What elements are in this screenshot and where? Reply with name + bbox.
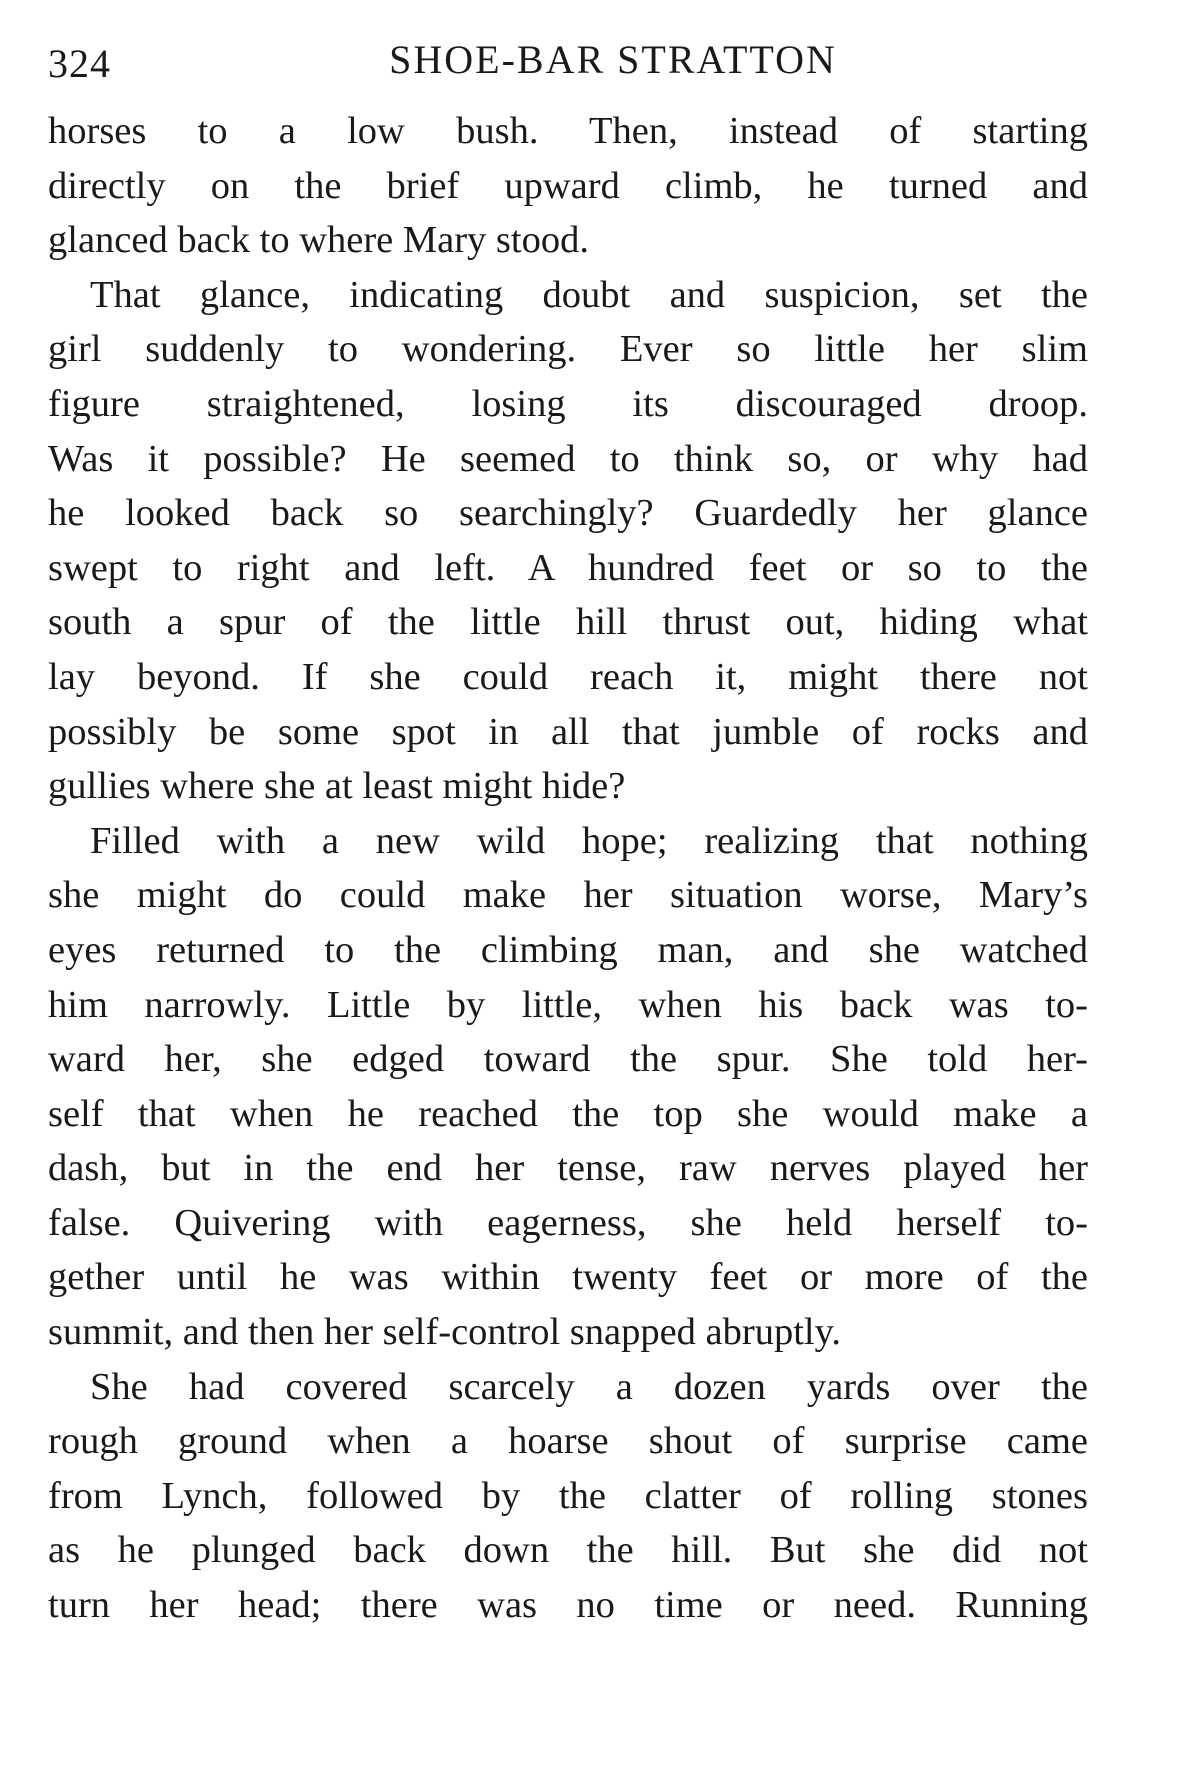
- text-line: swept to right and left. A hundred feet or so to the: [48, 546, 1088, 589]
- text-line: rough ground when a hoarse shout of surprise came: [48, 1420, 1088, 1463]
- text-line: glanced back to where Mary stood.: [48, 219, 589, 262]
- paragraph: [48, 814, 1088, 1360]
- text-line: possibly be some spot in all that jumble of rocks and: [48, 710, 1088, 753]
- running-head: [48, 36, 1088, 96]
- text-line: Filled with a new wild hope; realizing that nothing: [90, 819, 1088, 862]
- text-line: gullies where she at least might hide?: [48, 765, 626, 808]
- text-line: gether until he was within twenty feet or more of the: [48, 1256, 1088, 1299]
- body-text: [48, 104, 1088, 1633]
- paragraph: [48, 268, 1088, 814]
- text-line: she might do could make her situation worse, Mary’s: [48, 874, 1088, 917]
- page-number: 324: [48, 41, 111, 86]
- text-line: him narrowly. Little by little, when his back was to-: [48, 983, 1088, 1026]
- text-line: She had covered scarcely a dozen yards over the: [90, 1365, 1088, 1408]
- text-line: lay beyond. If she could reach it, might there not: [48, 655, 1088, 698]
- text-line: figure straightened, losing its discouraged droop.: [48, 382, 1088, 425]
- text-line: south a spur of the little hill thrust out, hiding what: [48, 601, 1088, 644]
- text-line: directly on the brief upward climb, he turned and: [48, 164, 1088, 207]
- text-line: ward her, she edged toward the spur. She told her-: [48, 1038, 1088, 1081]
- text-line: That glance, indicating doubt and suspicion, set the: [90, 273, 1088, 316]
- text-line: summit, and then her self-control snapped abruptly.: [48, 1311, 841, 1354]
- running-title: SHOE-BAR STRATTON: [389, 37, 837, 82]
- text-line: he looked back so searchingly? Guardedly her glance: [48, 492, 1088, 535]
- text-line: eyes returned to the climbing man, and she watched: [48, 928, 1088, 971]
- text-line: false. Quivering with eagerness, she held herself to-: [48, 1201, 1088, 1244]
- text-line: turn her head; there was no time or need. Running: [48, 1584, 1088, 1627]
- paragraph: [48, 104, 1088, 268]
- text-line: self that when he reached the top she would make a: [48, 1092, 1088, 1135]
- text-line: horses to a low bush. Then, instead of starting: [48, 110, 1088, 152]
- text-line: girl suddenly to wondering. Ever so little her slim: [48, 328, 1088, 371]
- text-line: as he plunged back down the hill. But she did not: [48, 1529, 1088, 1572]
- paragraph: [48, 1360, 1088, 1633]
- text-line: Was it possible? He seemed to think so, or why had: [48, 437, 1088, 480]
- text-line: from Lynch, followed by the clatter of rolling stones: [48, 1474, 1088, 1517]
- text-line: dash, but in the end her tense, raw nerves played her: [48, 1147, 1088, 1190]
